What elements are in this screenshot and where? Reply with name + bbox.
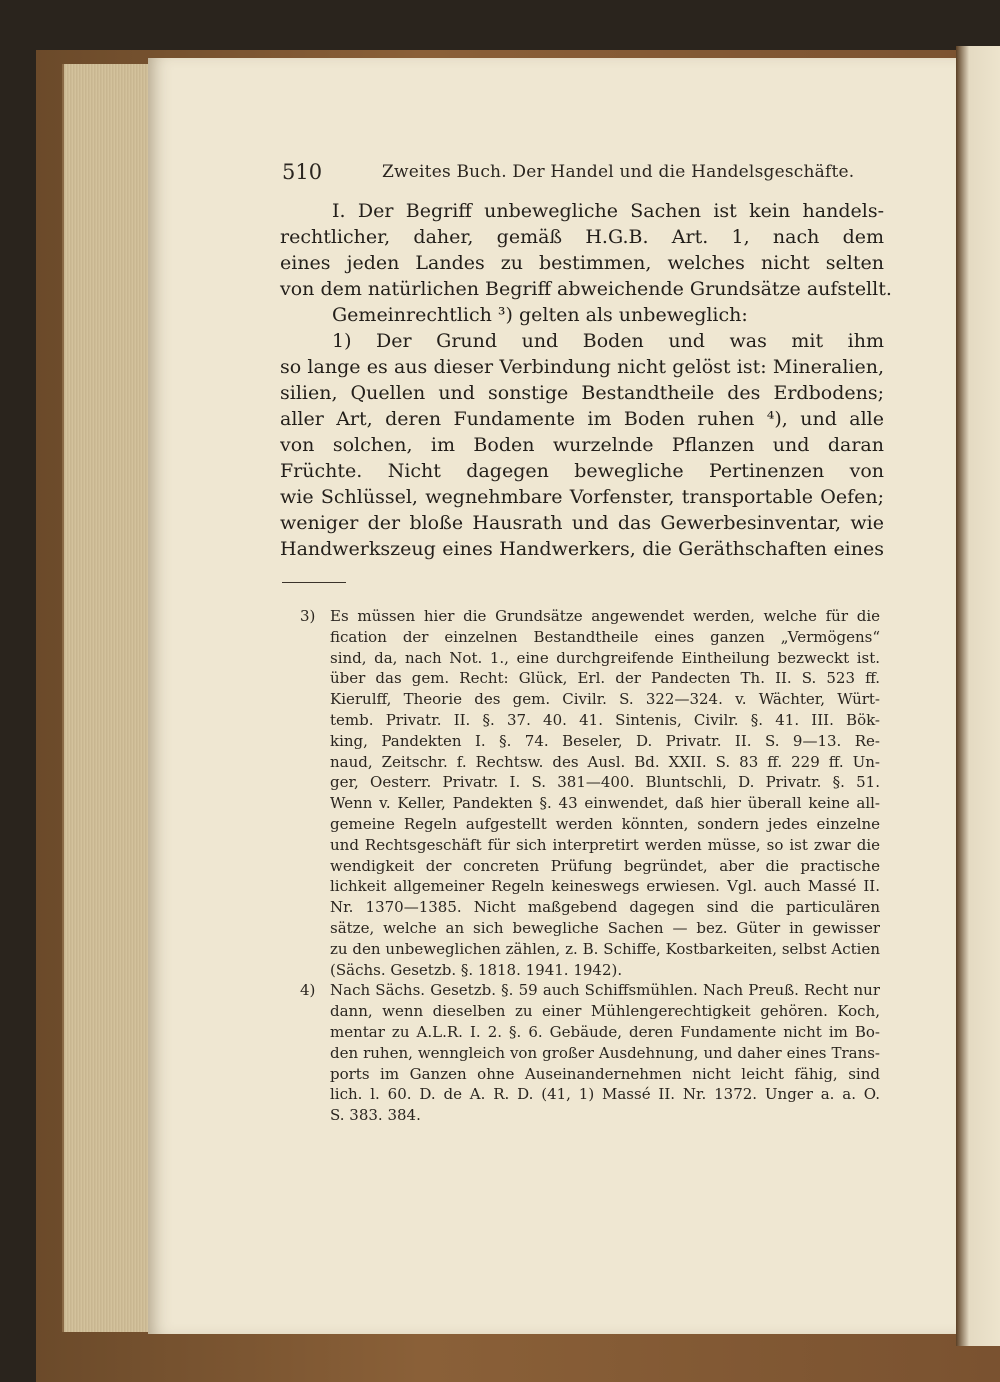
footnote-mark: 3) [300,607,316,625]
page-number: 510 [282,160,323,184]
next-page-edge [956,46,1000,1346]
footnote-line: naud, Zeitschr. f. Rechtsw. des Ausl. Bd. XXII. S. 83 ff. 229 ff. Un- [330,752,880,771]
body-line: von dem natürlichen Begriff abweichende Grundsätze aufstellt. [280,278,892,300]
footnote-line: sätze, welche an sich bewegliche Sachen — bez. Güter in gewisser [330,918,880,937]
footnote-line: sind, da, nach Not. 1., eine durchgreifende Eintheilung bezweckt ist. [330,648,880,667]
footnote-line: den ruhen, wenngleich von großer Ausdehnung, und daher eines Trans- [330,1043,880,1062]
footnote-line: king, Pandekten I. §. 74. Beseler, D. Privatr. II. S. 9—13. Re- [330,731,880,750]
footnote-line: und Rechtsgeschäft für sich interpretirt werden müsse, so ist zwar die [330,835,880,854]
footnote-line: mentar zu A.L.R. I. 2. §. 6. Gebäude, deren Fundamente nicht im Bo- [330,1022,880,1041]
footnote-line: temb. Privatr. II. §. 37. 40. 41. Sintenis, Civilr. §. 41. III. Bök- [330,710,880,729]
body-line: eines jeden Landes zu bestimmen, welches nicht selten [280,252,884,274]
body-line: weniger der bloße Hausrath und das Gewerbesinventar, wie [280,512,884,534]
footnote-line: über das gem. Recht: Glück, Erl. der Pandecten Th. II. S. 523 ff. [330,669,880,688]
body-line: so lange es aus dieser Verbindung nicht gelöst ist: Mineralien, [280,356,884,378]
footnote-line: wendigkeit der concreten Prüfung begründet, aber die practische [330,856,880,875]
footnote-line: ports im Ganzen ohne Auseinandernehmen nicht leicht fähig, sind [330,1064,880,1083]
body-line: silien, Quellen und sonstige Bestandtheile des Erdbodens; [280,382,884,404]
body-line: Handwerkszeug eines Handwerkers, die Geräthschaften eines [280,538,884,560]
body-line: I. Der Begriff unbewegliche Sachen ist kein handels- [332,200,884,222]
body-line: von solchen, im Boden wurzelnde Pflanzen und daran [280,434,884,456]
page-edges [62,64,152,1332]
footnote-line: lichkeit allgemeiner Regeln keineswegs erwiesen. Vgl. auch Massé II. [330,877,880,896]
footnote-rule [282,582,346,583]
body-line: wie Schlüssel, wegnehmbare Vorfenster, transportable Oefen; [280,486,884,508]
footnote-line: dann, wenn dieselben zu einer Mühlengerechtigkeit gehören. Koch, [330,1002,880,1021]
body-line: Früchte. Nicht dagegen bewegliche Pertinenzen von [280,460,884,482]
footnote-mark: 4) [300,981,316,1000]
footnote-line: gemeine Regeln aufgestellt werden könnten, sondern jedes einzelne [330,814,880,833]
footnote-line: zu den unbeweglichen zählen, z. B. Schiffe, Kostbarkeiten, selbst Actien [330,939,880,958]
body-text [280,198,892,562]
footnote-line: Nach Sächs. Gesetzb. §. 59 auch Schiffsmühlen. Nach Preuß. Recht nur [330,981,880,1000]
body-line: rechtlicher, daher, gemäß H.G.B. Art. 1, nach dem [280,226,884,248]
page-header [282,160,882,190]
footnote-line: Es müssen hier die Grundsätze angewendet werden, welche für die [330,607,880,625]
running-head: Zweites Buch. Der Handel und die Handelsgeschäfte. [382,162,855,182]
footnotes [300,606,880,1126]
footnote-line: (Sächs. Gesetzb. §. 1818. 1941. 1942). [330,960,623,979]
footnote-line: S. 383. 384. [330,1106,421,1125]
body-line: Gemeinrechtlich ³) gelten als unbeweglich: [332,304,748,326]
footnote-line: ger, Oesterr. Privatr. I. S. 381—400. Bluntschli, D. Privatr. §. 51. [330,773,880,792]
footnote-line: fication der einzelnen Bestandtheile eines ganzen „Vermögens“ [330,627,880,646]
footnote-line: Nr. 1370—1385. Nicht maßgebend dagegen sind die particulären [330,898,880,917]
footnote-line: lich. l. 60. D. de A. R. D. (41, 1) Massé II. Nr. 1372. Unger a. a. O. [330,1085,880,1104]
footnote-line: Wenn v. Keller, Pandekten §. 43 einwendet, daß hier überall keine all- [330,794,880,813]
footnote-4 [300,980,880,1126]
body-line: 1) Der Grund und Boden und was mit ihm [332,330,884,352]
footnote-3 [300,606,880,980]
footnote-line: Kierulff, Theorie des gem. Civilr. S. 322—324. v. Wächter, Würt- [330,690,880,709]
body-line: aller Art, deren Fundamente im Boden ruhen ⁴), und alle [280,408,884,430]
